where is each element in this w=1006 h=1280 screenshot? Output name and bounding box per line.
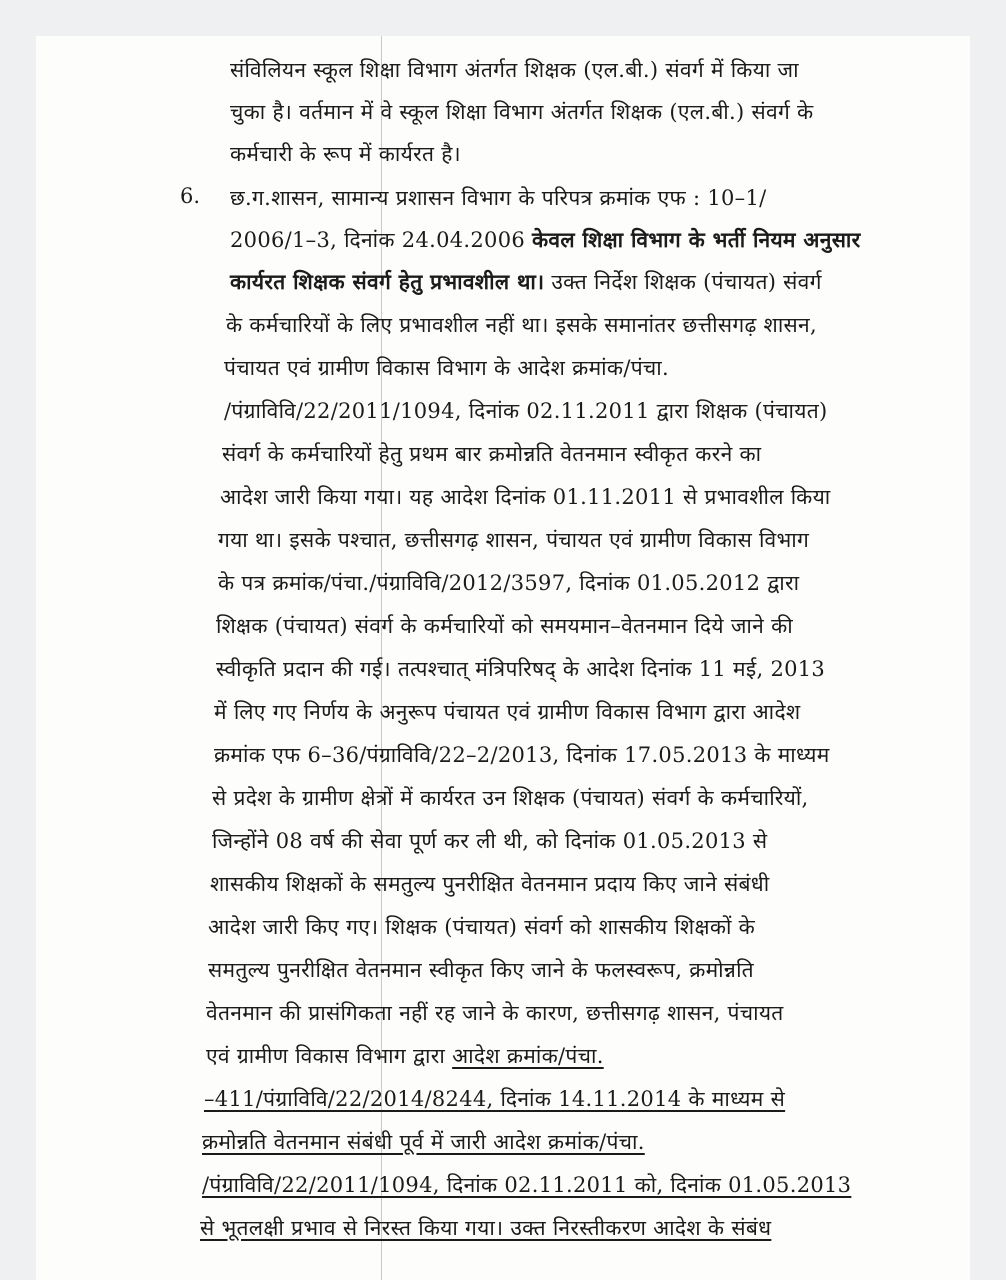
underlined-text-line: क्रमोन्नति वेतनमान संबंधी पूर्व में जारी आदेश क्रमांक/पंचा. (202, 1130, 645, 1154)
text-normal: एवं ग्रामीण विकास विभाग द्वारा (206, 1044, 446, 1068)
text-line (230, 268, 822, 296)
text-line (206, 1042, 604, 1070)
text-line: गया था। इसके पश्चात, छत्तीसगढ़ शासन, पंचायत एवं ग्रामीण विकास विभाग (218, 528, 810, 552)
text-line: संविलियन स्कूल शिक्षा विभाग अंतर्गत शिक्षक (एल.बी.) संवर्ग में किया जा (230, 58, 799, 82)
text-line: कर्मचारी के रूप में कार्यरत है। (230, 142, 461, 166)
text-line: चुका है। वर्तमान में वे स्कूल शिक्षा विभाग अंतर्गत शिक्षक (एल.बी.) संवर्ग के (230, 100, 814, 124)
text-line: से प्रदेश के ग्रामीण क्षेत्रों में कार्यरत उन शिक्षक (पंचायत) संवर्ग के कर्मचारियों, (212, 786, 809, 810)
text-underlined: आदेश क्रमांक/पंचा. (452, 1044, 604, 1068)
text-line: शिक्षक (पंचायत) संवर्ग के कर्मचारियों को समयमान–वेतनमान दिये जाने की (216, 614, 793, 638)
text-normal: 2006/1–3, दिनांक 24.04.2006 (230, 228, 526, 252)
text-line: में लिए गए निर्णय के अनुरूप पंचायत एवं ग्रामीण विकास विभाग द्वारा आदेश (214, 700, 801, 724)
text-bold: कार्यरत शिक्षक संवर्ग हेतु प्रभावशील था। (230, 269, 545, 294)
text-line: जिन्होंने 08 वर्ष की सेवा पूर्ण कर ली थी, को दिनांक 01.05.2013 से (212, 829, 768, 853)
text-bold: केवल शिक्षा विभाग के भर्ती नियम अनुसार (532, 227, 861, 252)
text-line: आदेश जारी किया गया। यह आदेश दिनांक 01.11.2011 से प्रभावशील किया (220, 485, 831, 509)
underlined-text-line: /पंग्राविवि/22/2011/1094, दिनांक 02.11.2011 को, दिनांक 01.05.2013 (202, 1173, 852, 1197)
paragraph-number: 6. (180, 184, 201, 208)
text-line: समतुल्य पुनरीक्षित वेतनमान स्वीकृत किए जाने के फलस्वरूप, क्रमोन्नति (208, 958, 754, 982)
text-line: के पत्र क्रमांक/पंचा./पंग्राविवि/2012/3597, दिनांक 01.05.2012 द्वारा (218, 571, 800, 595)
text-line: संवर्ग के कर्मचारियों हेतु प्रथम बार क्रमोन्नति वेतनमान स्वीकृत करने का (222, 442, 762, 466)
text-line: क्रमांक एफ 6–36/पंग्राविवि/22–2/2013, दिनांक 17.05.2013 के माध्यम (214, 743, 830, 767)
text-line: स्वीकृति प्रदान की गई। तत्पश्चात् मंत्रिपरिषद् के आदेश दिनांक 11 मई, 2013 (216, 657, 826, 681)
underlined-text-line: –411/पंग्राविवि/22/2014/8244, दिनांक 14.11.2014 के माध्यम से (204, 1087, 786, 1111)
text-line: /पंग्राविवि/22/2011/1094, दिनांक 02.11.2011 द्वारा शिक्षक (पंचायत) (224, 399, 828, 423)
text-line: के कर्मचारियों के लिए प्रभावशील नहीं था। इसके समानांतर छत्तीसगढ़ शासन, (226, 313, 817, 337)
text-line (230, 226, 861, 254)
text-line: शासकीय शिक्षकों के समतुल्य पुनरीक्षित वेतनमान प्रदाय किए जाने संबंधी (210, 872, 770, 896)
text-line: पंचायत एवं ग्रामीण विकास विभाग के आदेश क्रमांक/पंचा. (224, 356, 669, 380)
text-line: छ.ग.शासन, सामान्य प्रशासन विभाग के परिपत्र क्रमांक एफ : 10–1/ (230, 186, 767, 210)
scanned-page (36, 36, 970, 1280)
text-normal: उक्त निर्देश शिक्षक (पंचायत) संवर्ग (551, 270, 822, 294)
underlined-text-line: से भूतलक्षी प्रभाव से निरस्त किया गया। उक्त निरस्तीकरण आदेश के संबंध (200, 1216, 772, 1240)
text-line: वेतनमान की प्रासंगिकता नहीं रह जाने के कारण, छत्तीसगढ़ शासन, पंचायत (206, 1001, 784, 1025)
text-line: आदेश जारी किए गए। शिक्षक (पंचायत) संवर्ग को शासकीय शिक्षकों के (208, 915, 756, 939)
